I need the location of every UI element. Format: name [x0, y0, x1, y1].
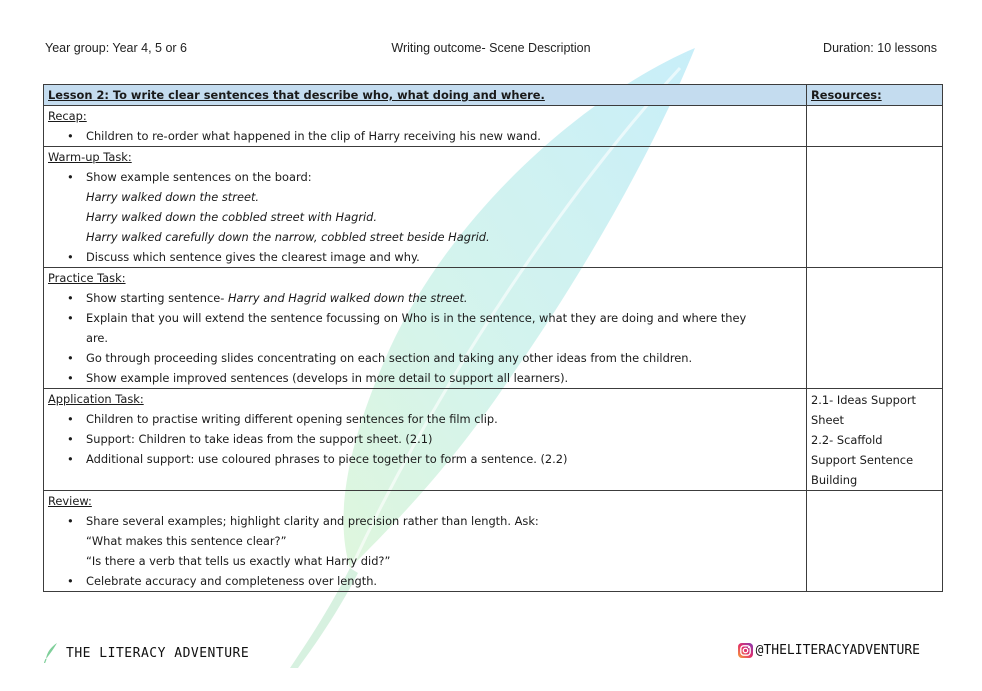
social-handle: @THELITERACYADVENTURE: [755, 643, 920, 658]
lesson-plan-table: [43, 84, 943, 592]
lesson-title: Lesson 2: To write clear sentences that describe who, what doing and where.: [44, 85, 807, 106]
instagram-icon: [738, 643, 753, 658]
list-item: • Children to practise writing different opening sentences for the film clip.: [48, 409, 801, 429]
list-item: • Support: Children to take ideas from the support sheet. (2.1): [48, 429, 801, 449]
brand-name: THE LITERACY ADVENTURE: [66, 645, 250, 661]
practice-heading: Practice Task:: [48, 271, 126, 285]
example-sentence: Harry walked down the street.: [86, 190, 260, 204]
list-item: • Show example sentences on the board:: [48, 167, 801, 187]
review-question: “Is there a verb that tells us exactly what Harry did?”: [86, 554, 391, 568]
writing-outcome: Writing outcome- Scene Description: [391, 41, 591, 55]
footer-brand: [44, 643, 249, 663]
resources-header: Resources:: [807, 85, 943, 106]
review-question: “What makes this sentence clear?”: [86, 534, 287, 548]
recap-heading: Recap:: [48, 109, 87, 123]
practice-row: [44, 268, 943, 389]
list-item: • Children to re-order what happened in the clip of Harry receiving his new wand.: [48, 126, 801, 146]
feather-logo-icon: [44, 643, 58, 663]
list-item: • Show example improved sentences (develops in more detail to support all learners).: [48, 368, 801, 388]
list-item: • Celebrate accuracy and completeness over length.: [48, 571, 801, 591]
review-heading: Review:: [48, 494, 92, 508]
application-row: [44, 389, 943, 491]
review-row: [44, 491, 943, 592]
warmup-heading: Warm-up Task:: [48, 150, 132, 164]
list-item: • Explain that you will extend the sentence focussing on Who is in the sentence, what they are doing and where they are.: [48, 308, 801, 348]
warmup-row: [44, 147, 943, 268]
duration: Duration: 10 lessons: [823, 41, 937, 55]
recap-row: [44, 106, 943, 147]
list-item: • Go through proceeding slides concentrating on each section and taking any other ideas from the children.: [48, 348, 801, 368]
footer-social: [738, 643, 920, 658]
year-group: Year group: Year 4, 5 or 6: [45, 41, 188, 55]
application-heading: Application Task:: [48, 392, 144, 406]
example-sentence: Harry walked carefully down the narrow, cobbled street beside Hagrid.: [86, 230, 490, 244]
list-item: • Show starting sentence- Harry and Hagrid walked down the street.: [48, 288, 801, 308]
list-item: • Additional support: use coloured phrases to piece together to form a sentence. (2.2): [48, 449, 801, 469]
example-sentence: Harry walked down the cobbled street with Hagrid.: [86, 210, 378, 224]
list-item: • Share several examples; highlight clarity and precision rather than length. Ask:: [48, 511, 801, 531]
list-item: • Discuss which sentence gives the clearest image and why.: [48, 247, 801, 267]
application-resources: 2.1- Ideas Support Sheet 2.2- Scaffold Support Sentence Building: [807, 389, 943, 491]
